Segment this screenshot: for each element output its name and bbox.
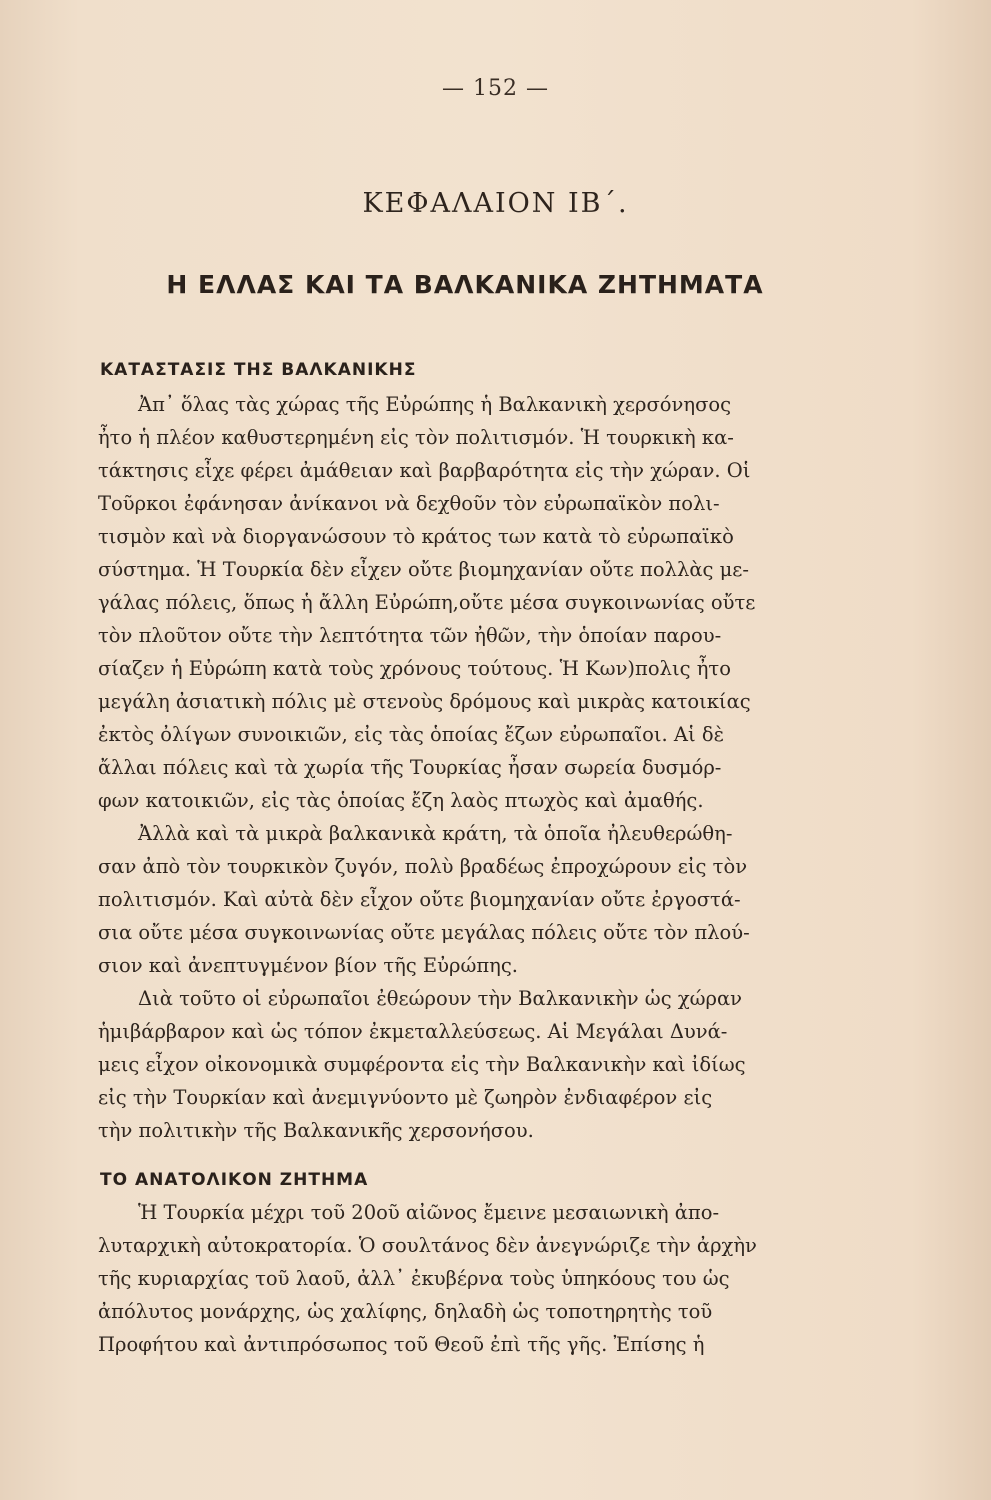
text-line: γάλας πόλεις, ὅπως ἡ ἄλλη Εὐρώπη,οὔτε μέσα συγκοινωνίας οὔτε: [98, 591, 756, 614]
text-line: Διὰ τοῦτο οἱ εὐρωπαῖοι ἐθεώρουν τὴν Βαλκανικὴν ὡς χώραν: [138, 987, 743, 1010]
chapter-heading: ΚΕΦΑΛΑΙΟΝ ΙΒ΄.: [362, 188, 629, 219]
text-line: ἄλλαι πόλεις καὶ τὰ χωρία τῆς Τουρκίας ἦσαν σωρεία δυσμόρ-: [98, 756, 722, 779]
text-line: τάκτησις εἶχε φέρει ἀμάθειαν καὶ βαρβαρότητα εἰς τὴν χώραν. Οἱ: [98, 459, 751, 482]
text-line: σίαζεν ἡ Εὐρώπη κατὰ τοὺς χρόνους τούτους. Ἡ Κων)πολις ἦτο: [98, 657, 731, 680]
page-number: — 152 —: [442, 76, 549, 101]
section-heading-eastern-question: ΤΟ ΑΝΑΤΟΛΙΚΟΝ ΖΗΤΗΜΑ: [100, 1170, 369, 1190]
text-line: φων κατοικιῶν, εἰς τὰς ὁποίας ἔζη λαὸς πτωχὸς καὶ ἀμαθής.: [98, 789, 704, 812]
text-line: Τοῦρκοι ἐφάνησαν ἀνίκανοι νὰ δεχθοῦν τὸν εὐρωπαϊκὸν πολι-: [98, 492, 720, 515]
text-line: τῆς κυριαρχίας τοῦ λαοῦ, ἀλλ᾽ ἐκυβέρνα τοὺς ὑπηκόους του ὡς: [98, 1267, 730, 1290]
text-line: Ἀλλὰ καὶ τὰ μικρὰ βαλκανικὰ κράτη, τὰ ὁποῖα ἠλευθερώθη-: [138, 822, 733, 845]
section-body-balkan-situation: [98, 388, 838, 1147]
text-line: μεις εἶχον οἰκονομικὰ συμφέροντα εἰς τὴν Βαλκανικὴν καὶ ἰδίως: [98, 1053, 746, 1076]
chapter-title: Η ΕΛΛΑΣ ΚΑΙ ΤΑ ΒΑΛΚΑΝΙΚΑ ΖΗΤΗΜΑΤΑ: [166, 270, 764, 299]
section-heading-balkan-situation: ΚΑΤΑΣΤΑΣΙΣ ΤΗΣ ΒΑΛΚΑΝΙΚΗΣ: [100, 360, 417, 380]
section-body-eastern-question: [98, 1196, 838, 1361]
text-line: Ἀπ᾽ ὅλας τὰς χώρας τῆς Εὐρώπης ἡ Βαλκανικὴ χερσόνησος: [138, 393, 732, 416]
text-line: τὸν πλοῦτον οὔτε τὴν λεπτότητα τῶν ἠθῶν, τὴν ὁποίαν παρου-: [98, 624, 722, 647]
text-line: σιον καὶ ἀνεπτυγμένον βίον τῆς Εὐρώπης.: [98, 954, 518, 977]
text-line: τὴν πολιτικὴν τῆς Βαλκανικῆς χερσονήσου.: [98, 1119, 534, 1142]
text-line: εἰς τὴν Τουρκίαν καὶ ἀνεμιγνύοντο μὲ ζωηρὸν ἐνδιαφέρον εἰς: [98, 1086, 713, 1109]
text-line: Προφήτου καὶ ἀντιπρόσωπος τοῦ Θεοῦ ἐπὶ τῆς γῆς. Ἐπίσης ἡ: [98, 1333, 705, 1356]
text-line: ἐκτὸς ὀλίγων συνοικιῶν, εἰς τὰς ὁποίας ἔζων εὐρωπαῖοι. Αἱ δὲ: [98, 723, 725, 746]
text-line: πολιτισμόν. Καὶ αὐτὰ δὲν εἶχον οὔτε βιομηχανίαν οὔτε ἐργοστά-: [98, 888, 741, 911]
text-line: ἀπόλυτος μονάρχης, ὡς χαλίφης, δηλαδὴ ὡς τοποτηρητὴς τοῦ: [98, 1300, 713, 1323]
text-line: ἦτο ἡ πλέον καθυστερημένη εἰς τὸν πολιτισμόν. Ἡ τουρκικὴ κα-: [98, 426, 734, 449]
text-line: σια οὔτε μέσα συγκοινωνίας οὔτε μεγάλας πόλεις οὔτε τὸν πλού-: [98, 921, 750, 944]
text-line: Ἡ Τουρκία μέχρι τοῦ 20οῦ αἰῶνος ἔμεινε μεσαιωνικὴ ἀπο-: [138, 1201, 720, 1224]
text-line: τισμὸν καὶ νὰ διοργανώσουν τὸ κράτος των κατὰ τὸ εὐρωπαϊκὸ: [98, 525, 734, 548]
text-line: σαν ἀπὸ τὸν τουρκικὸν ζυγόν, πολὺ βραδέως ἐπροχώρουν εἰς τὸν: [98, 855, 748, 878]
text-line: λυταρχικὴ αὐτοκρατορία. Ὁ σουλτάνος δὲν ἀνεγνώριζε τὴν ἀρχὴν: [98, 1234, 757, 1257]
text-line: μεγάλη ἀσιατικὴ πόλις μὲ στενοὺς δρόμους καὶ μικρὰς κατοικίας: [98, 690, 751, 713]
text-line: ἡμιβάρβαρον καὶ ὡς τόπον ἐκμεταλλεύσεως. Αἱ Μεγάλαι Δυνά-: [98, 1020, 728, 1043]
text-line: σύστημα. Ἡ Τουρκία δὲν εἶχεν οὔτε βιομηχανίαν οὔτε πολλὰς με-: [98, 558, 749, 581]
